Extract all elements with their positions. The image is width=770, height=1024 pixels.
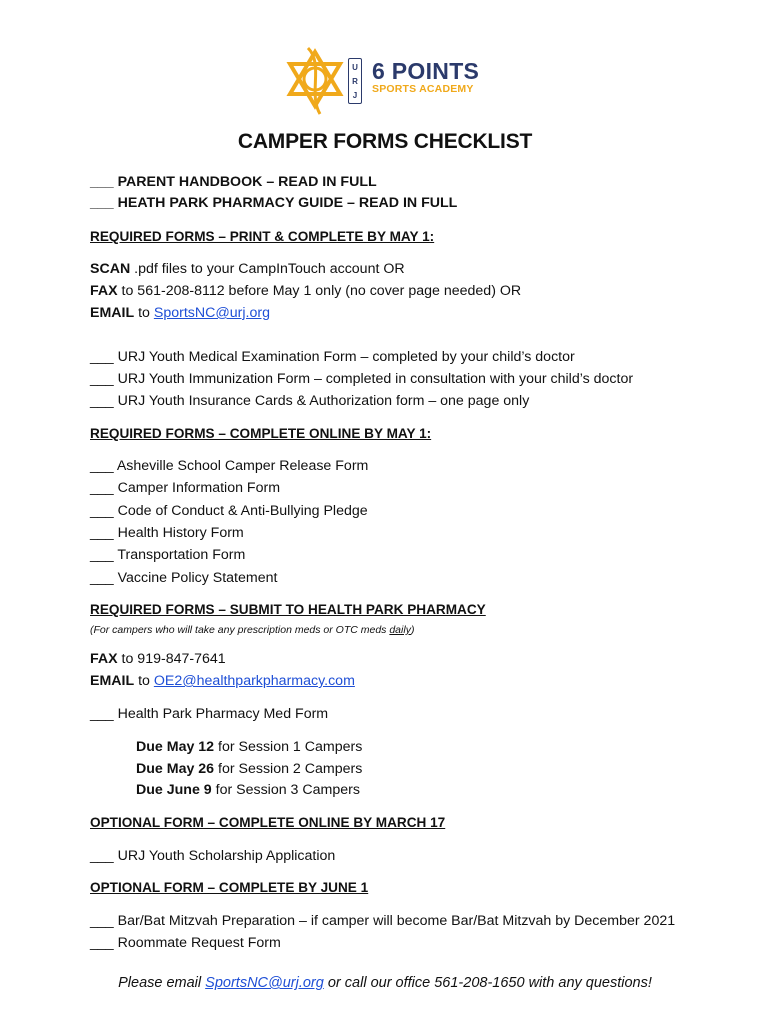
checklist-item: ___ HEATH PARK PHARMACY GUIDE – READ IN FULL xyxy=(90,195,458,211)
checklist-item: ___ Transportation Form xyxy=(90,547,246,563)
page-title: CAMPER FORMS CHECKLIST xyxy=(237,130,533,153)
section-header: REQUIRED FORMS – COMPLETE ONLINE BY MAY 1: xyxy=(90,426,432,441)
logo-subtitle: SPORTS ACADEMY xyxy=(372,83,474,95)
checklist-item: ___ Health History Form xyxy=(90,525,244,541)
submission-method: FAX to 561-208-8112 before May 1 only (no cover page needed) OR xyxy=(90,283,522,299)
checklist-item: ___ Code of Conduct & Anti-Bullying Pledge xyxy=(90,503,368,519)
pharmacy-email-link[interactable]: OE2@healthparkpharmacy.com xyxy=(153,673,355,689)
urj-badge: U R J xyxy=(348,58,362,104)
submission-method: SCAN .pdf files to your CampInTouch account OR xyxy=(90,261,405,277)
logo-name: 6 POINTS xyxy=(372,58,480,84)
checklist-item: ___ Health Park Pharmacy Med Form xyxy=(90,706,329,722)
section-header: OPTIONAL FORM – COMPLETE ONLINE BY MARCH 17 xyxy=(90,815,446,830)
footer-note: Please email SportsNC@urj.org or call our office 561-208-1650 with any questions! xyxy=(118,975,652,991)
section-header: OPTIONAL FORM – COMPLETE BY JUNE 1 xyxy=(90,880,369,895)
checklist-item: ___ Camper Information Form xyxy=(90,480,281,496)
section-note: (For campers who will take any prescription meds or OTC meds daily) xyxy=(90,624,415,636)
due-date: Due May 26 for Session 2 Campers xyxy=(136,761,363,777)
checklist-item: ___ Bar/Bat Mitzvah Preparation – if camper will become Bar/Bat Mitzvah by December 2021 xyxy=(90,913,676,929)
checklist-item: ___ URJ Youth Medical Examination Form – completed by your child’s doctor xyxy=(90,349,575,365)
section-header: REQUIRED FORMS – PRINT & COMPLETE BY MAY 1: xyxy=(90,229,435,244)
checklist-item: ___ URJ Youth Immunization Form – completed in consultation with your child’s doctor xyxy=(90,371,634,387)
six-points-logo xyxy=(284,44,494,116)
checklist-item: ___ Asheville School Camper Release Form xyxy=(90,458,369,474)
submission-method: EMAIL to SportsNC@urj.org xyxy=(90,305,270,321)
fax-info: FAX to 919-847-7641 xyxy=(90,651,226,667)
star-logo-icon xyxy=(284,44,346,116)
checklist-item: ___ PARENT HANDBOOK – READ IN FULL xyxy=(90,174,377,190)
section-header: REQUIRED FORMS – SUBMIT TO HEALTH PARK PHARMACY xyxy=(90,602,486,617)
checklist-item: ___ Roommate Request Form xyxy=(90,935,281,951)
checklist-item: ___ Vaccine Policy Statement xyxy=(90,570,278,586)
checklist-item: ___ URJ Youth Scholarship Application xyxy=(90,848,336,864)
email-link[interactable]: SportsNC@urj.org xyxy=(153,305,270,321)
due-date: Due May 12 for Session 1 Campers xyxy=(136,739,363,755)
footer-email-link[interactable]: SportsNC@urj.org xyxy=(205,975,324,991)
due-date: Due June 9 for Session 3 Campers xyxy=(136,782,360,798)
email-info: EMAIL to OE2@healthparkpharmacy.com xyxy=(90,673,355,689)
checklist-item: ___ URJ Youth Insurance Cards & Authorization form – one page only xyxy=(90,393,530,409)
